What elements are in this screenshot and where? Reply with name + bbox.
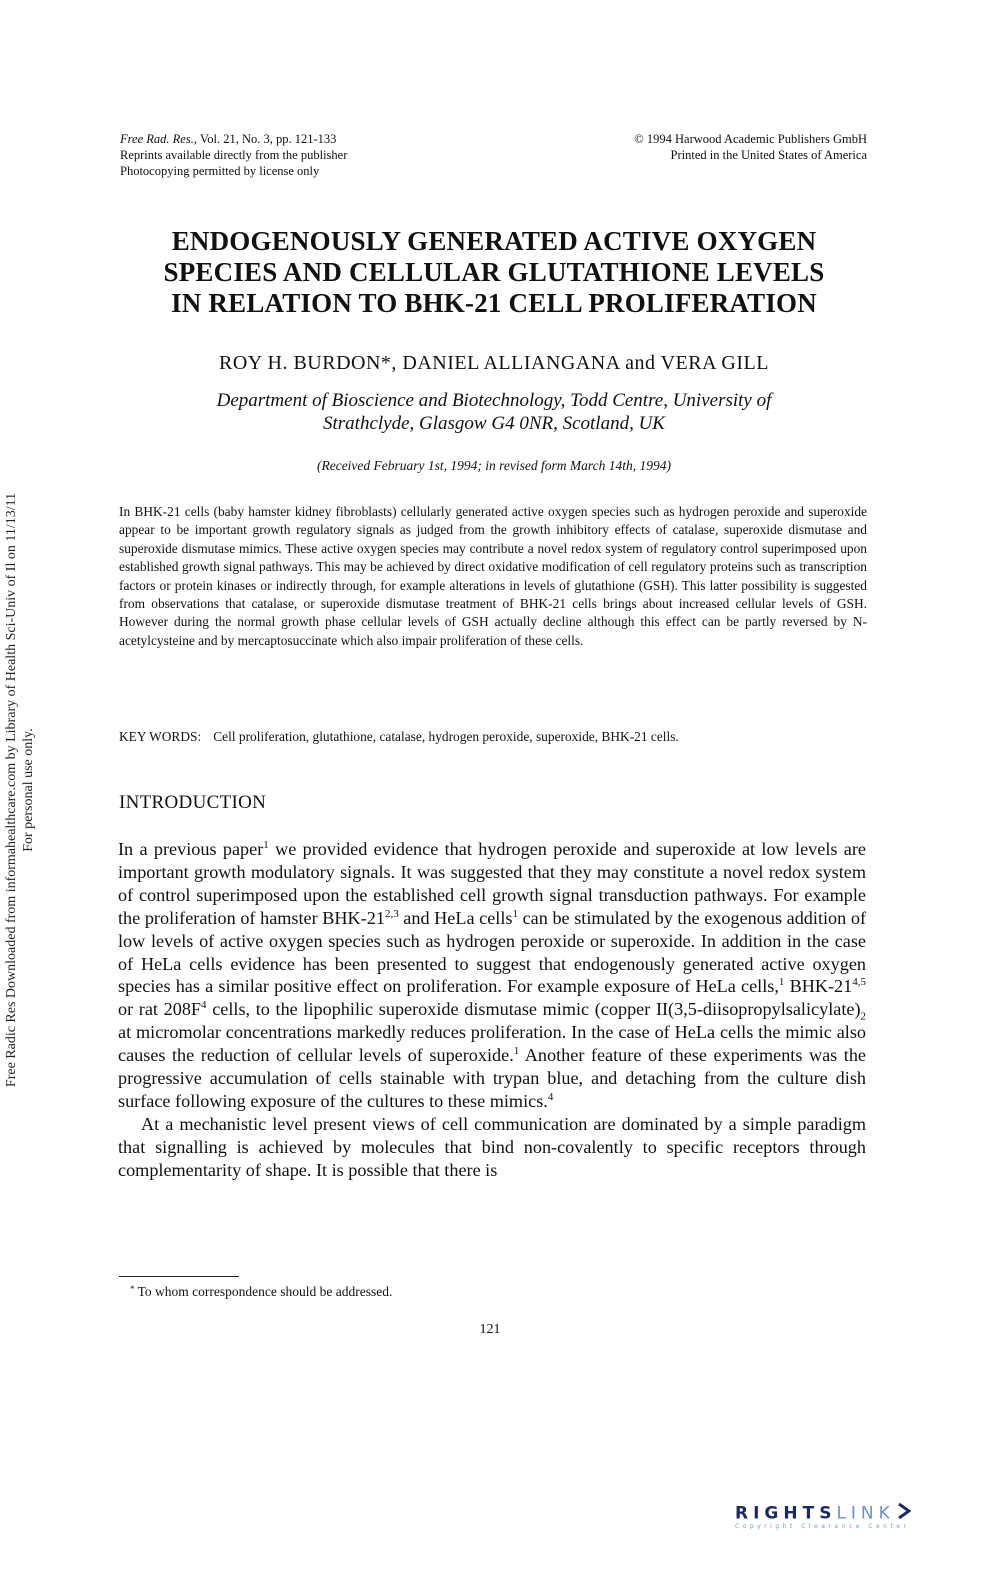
text-run: can be stimulated by the exogenous addition of low levels of active oxygen species such as hydrogen peroxide or superoxide. In addition in the case of HeLa cells evidence has been presented to suggest that endogenously generated active oxygen species has a similar positive effect on proliferation. For example exposure of HeLa cells, <box>118 907 866 997</box>
logo-text: LINK <box>836 1503 895 1524</box>
footnote-divider <box>119 1276 239 1277</box>
rightslink-logo[interactable] <box>735 1503 975 1543</box>
reference-mark: 4,5 <box>852 976 866 989</box>
journal-citation <box>120 131 500 147</box>
introduction-body <box>118 838 866 1182</box>
logo-subtitle: Copyright Clearance Center <box>735 1523 910 1530</box>
citation-text: , Vol. 21, No. 3, pp. 121-133 <box>193 132 337 146</box>
reference-mark: 1 <box>513 1045 520 1058</box>
copyright-line: © 1994 Harwood Academic Publishers GmbH <box>634 132 867 146</box>
text-run: In a previous paper <box>118 839 264 859</box>
footnote-mark: * <box>130 1284 135 1294</box>
reference-mark: 2,3 <box>384 907 399 920</box>
text-run: Another feature of these experiments was the progressive accumulation of cells stainable with trypan blue, and detaching from the culture dish surface following exposure of the cultures to these mimics. <box>118 1045 867 1111</box>
keywords-label: KEY WORDS: <box>119 729 202 744</box>
publisher-header <box>520 131 867 163</box>
logo-wordmark <box>735 1503 975 1524</box>
title-line: SPECIES AND CELLULAR GLUTATHIONE LEVELS <box>163 257 825 287</box>
text-run: cells, to the lipophilic superoxide dismutase mimic (copper II(3,5-diisopropylsalicylate) <box>206 999 861 1020</box>
reference-mark: 1 <box>512 907 518 920</box>
text-run: we provided evidence that hydrogen peroxide and superoxide at low levels are important growth modulatory signals. It was suggested that they may constitute a novel redox system of control superimposed upon the established cell growth signal transduction pathways. For example the proliferation of hamster BHK-21 <box>118 839 866 928</box>
paragraph: At a mechanistic level present views of cell communication are dominated by a simple paradigm that signalling is achieved by molecules that bind non-covalently to specific receptors through complementarity of shape. It is possible that there is <box>118 1113 866 1180</box>
affiliation-line: Department of Bioscience and Biotechnology, Todd Centre, University of <box>216 390 772 411</box>
keywords <box>119 729 879 745</box>
subscript: 2 <box>860 1010 866 1023</box>
journal-title: Free Rad. Res. <box>120 132 194 146</box>
abstract: In BHK-21 cells (baby hamster kidney fibroblasts) cellularly generated active oxygen species such as hydrogen peroxide and superoxide appear to be important growth regulatory signals as judged from the growth inhibitory effects of catalase, superoxide dismutase and superoxide dismutase mimics. These active oxygen species may contribute a novel redox system of regulatory control superimposed upon established growth signal pathways. This may be achieved by direct oxidative modification of cell regulatory proteins such as transcription factors or protein kinases or indirectly through, for example alterations in levels of glutathione (GSH). This latter possibility is suggested from observations that catalase, or superoxide dismutase treatment of BHK-21 cells brings about increased cellular levels of GSH. However during the normal growth phase cellular levels of GSH actually decline although this effect can be partly reversed by N-acetylcysteine and by mercaptosuccinate which also impair proliferation of these cells. <box>119 504 867 648</box>
reprints-note: Reprints available directly from the publisher <box>120 148 348 162</box>
footnote <box>130 1284 392 1300</box>
paragraph <box>118 838 866 1113</box>
photocopy-note: Photocopying permitted by license only <box>120 164 320 178</box>
footnote-text: To whom correspondence should be addressed. <box>134 1284 393 1299</box>
reference-mark: 4 <box>201 999 207 1012</box>
text-run: or rat 208F <box>118 999 202 1020</box>
text-run: BHK-21 <box>784 976 853 997</box>
paper-title <box>100 226 888 319</box>
affiliation-line: Strathclyde, Glasgow G4 0NR, Scotland, UK <box>323 413 665 434</box>
text-run: and HeLa cells <box>398 907 513 928</box>
reference-mark: 1 <box>263 839 269 851</box>
keywords-text: Cell proliferation, glutathione, catalase, hydrogen peroxide, superoxide, BHK-21 cells. <box>213 729 679 744</box>
logo-text: RIGHTS <box>735 1503 837 1524</box>
text-run: at micromolar concentrations markedly reduces proliferation. In the case of HeLa cells the mimic also causes the reduction of cellular levels of superoxide. <box>118 1022 866 1066</box>
journal-header <box>120 131 500 179</box>
chevron-right-icon <box>897 1503 911 1524</box>
section-heading: INTRODUCTION <box>119 792 267 813</box>
reference-mark: 1 <box>778 976 785 989</box>
reference-mark: 4 <box>547 1090 554 1103</box>
watermark-line: For personal use only. <box>21 728 36 852</box>
title-line: IN RELATION TO BHK-21 CELL PROLIFERATION <box>171 288 817 318</box>
affiliation <box>110 389 878 435</box>
page-number: 121 <box>479 1322 501 1337</box>
title-line: ENDOGENOUSLY GENERATED ACTIVE OXYGEN <box>171 226 817 256</box>
received-dates: (Received February 1st, 1994; in revised form March 14th, 1994) <box>316 458 672 473</box>
watermark-line: Free Radic Res Downloaded from informahealthcare.com by Library of Health Sci-Univ of Il on 11/13/11 <box>4 492 19 1088</box>
printed-line: Printed in the United States of America <box>670 148 867 162</box>
authors: ROY H. BURDON*, DANIEL ALLIANGANA and VERA GILL <box>219 352 769 374</box>
